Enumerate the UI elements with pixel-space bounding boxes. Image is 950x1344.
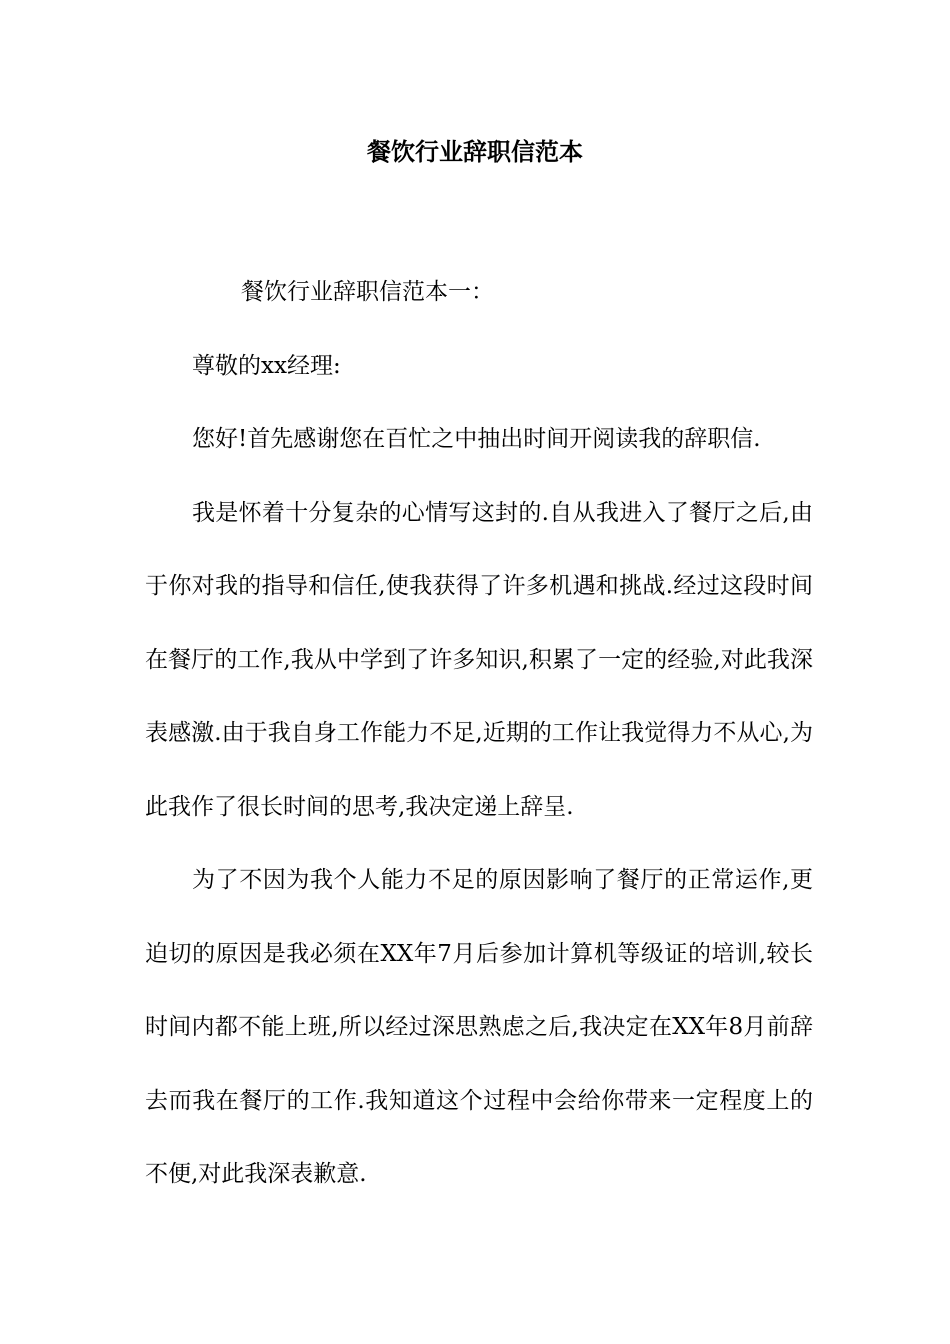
paragraph-resignation: 为了不因为我个人能力不足的原因影响了餐厅的正常运作,更迫切的原因是我必须在XX年7月后参加计算机等级证的培训,较长时间内都不能上班,所以经过深思熟虑之后,我决定在XX年8月前辞去而我在餐厅的工作.我知道这个过程中会给你带来一定程度上的不便,对此我深表歉意. (145, 867, 813, 1187)
salutation: 尊敬的xx经理: (192, 352, 341, 379)
paragraph-reason: 我是怀着十分复杂的心情写这封的.自从我进入了餐厅之后,由于你对我的指导和信任,使我获得了许多机遇和挑战.经过这段时间在餐厅的工作,我从中学到了许多知识,积累了一定的经验,对此我深表感激.由于我自身工作能力不足,近期的工作让我觉得力不从心,为此我作了很长时间的思考,我决定递上辞呈. (145, 499, 813, 820)
paragraph-greeting: 您好!首先感谢您在百忙之中抽出时间开阅读我的辞职信. (192, 426, 761, 452)
section-heading: 餐饮行业辞职信范本一： (241, 279, 494, 305)
document-body (145, 256, 813, 1212)
document-title: 餐饮行业辞职信范本 (367, 137, 583, 166)
